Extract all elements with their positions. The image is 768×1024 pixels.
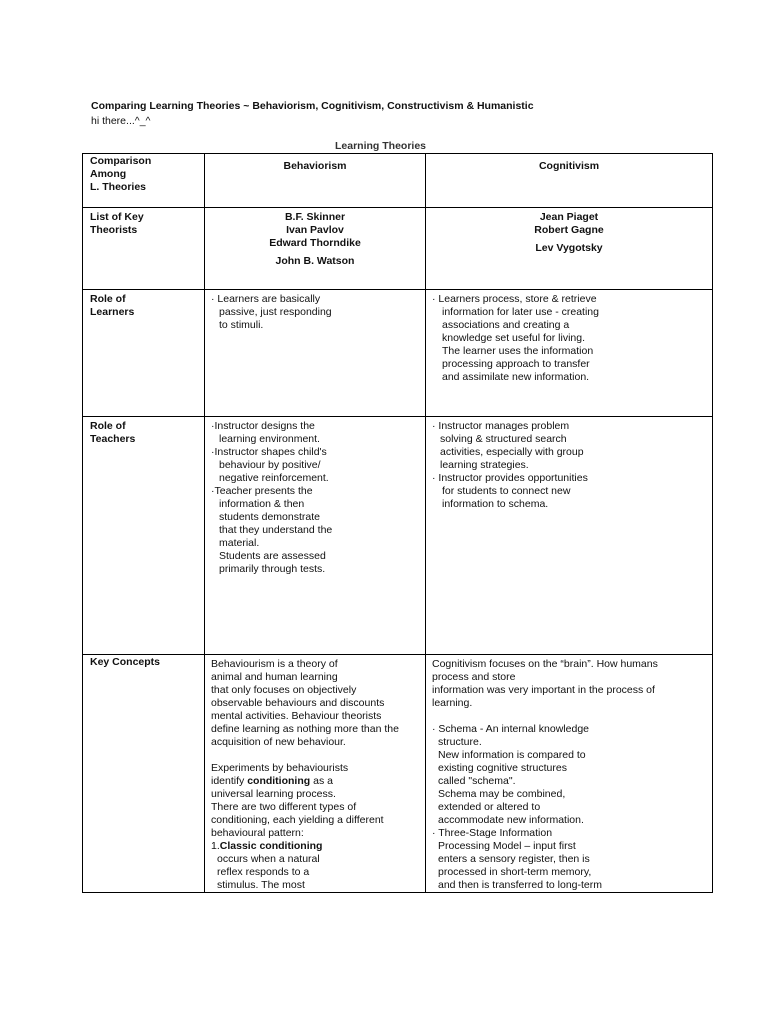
row-label-line: List of Key	[90, 211, 144, 223]
document-title: Comparing Learning Theories ~ Behaviorism, Cognitivism, Constructivism & Humanistic	[91, 100, 534, 112]
text-line: mental activities. Behaviour theorists	[211, 710, 382, 722]
text-line: reflex responds to a	[217, 866, 310, 878]
behaviorism-theorists-cell	[205, 208, 426, 290]
behaviorism-teachers-cell	[205, 417, 426, 655]
bold-term: Classic conditioning	[219, 840, 323, 852]
text-line: negative reinforcement.	[219, 472, 329, 484]
cognitivism-header: Cognitivism	[538, 160, 600, 172]
cognitivism-header-cell	[426, 154, 713, 208]
learners-label-cell	[83, 290, 205, 417]
text-line: observable behaviours and discounts	[211, 697, 385, 709]
behaviorism-header-cell	[205, 154, 426, 208]
key-concepts-label-cell	[83, 655, 205, 893]
text-line: · Learners are basically	[211, 293, 321, 305]
document-subtitle: hi there...^_^	[91, 115, 151, 127]
text-line: New information is compared to	[438, 749, 586, 761]
text-line: students demonstrate	[219, 511, 320, 523]
text-line: conditioning, each yielding a different	[211, 814, 384, 826]
row-label-line: Learners	[90, 306, 135, 318]
theorists-label-cell	[83, 208, 205, 290]
text-line: · Instructor provides opportunities	[432, 472, 588, 484]
table-row-teachers	[83, 417, 713, 655]
text-line: Experiments by behaviourists	[211, 762, 349, 774]
table-caption: Learning Theories	[335, 140, 427, 152]
text-line: material.	[219, 537, 260, 549]
comparison-header-cell	[83, 154, 205, 208]
theorist-name: Jean Piaget	[539, 211, 599, 223]
text-line: processed in short-term memory,	[438, 866, 592, 878]
text-line: to stimuli.	[219, 319, 264, 331]
text-line: learning environment.	[219, 433, 320, 445]
text-line: Behaviourism is a theory of	[211, 658, 338, 670]
table-row-learners	[83, 290, 713, 417]
text-line: structure.	[438, 736, 482, 748]
behaviorism-concepts-cell	[205, 655, 426, 893]
text-line: There are two different types of	[211, 801, 357, 813]
text-line: existing cognitive structures	[438, 762, 567, 774]
behaviorism-learners-cell	[205, 290, 426, 417]
text-line: acquisition of new behaviour.	[211, 736, 346, 748]
cognitivism-theorists-cell	[426, 208, 713, 290]
text-line: universal learning process.	[211, 788, 336, 800]
text-line: that they understand the	[219, 524, 333, 536]
row-label-line: Key Concepts	[90, 656, 161, 668]
text-line: and then is transferred to long-term	[438, 879, 603, 891]
bold-term: conditioning	[247, 775, 311, 787]
text-line: information & then	[219, 498, 305, 510]
theorist-name: Lev Vygotsky	[535, 242, 603, 254]
text-line: information was very important in the process of	[432, 684, 655, 696]
table-header-row	[83, 154, 713, 208]
text-line: · Three-Stage Information	[432, 827, 553, 839]
text-run: identify	[211, 775, 248, 787]
text-line: Schema may be combined,	[438, 788, 566, 800]
text-line	[211, 840, 421, 853]
comparison-header-line: Among	[90, 168, 127, 180]
theorist-name: B.F. Skinner	[284, 211, 346, 223]
text-line: process and store	[432, 671, 516, 683]
row-label-line: Role of	[90, 420, 126, 432]
text-line: passive, just responding	[219, 306, 332, 318]
text-line: · Instructor manages problem	[432, 420, 570, 432]
text-run: as a	[310, 775, 333, 787]
text-line: activities, especially with group	[440, 446, 584, 458]
text-run: 1.	[211, 840, 220, 852]
text-line: associations and creating a	[442, 319, 570, 331]
cognitivism-concepts-cell	[426, 655, 713, 893]
text-line: stimulus. The most	[217, 879, 305, 891]
text-line: ·Teacher presents the	[211, 485, 313, 497]
cognitivism-teachers-cell	[426, 417, 713, 655]
text-line: information to schema.	[442, 498, 549, 510]
text-line: Cognitivism focuses on the “brain”. How humans	[432, 658, 658, 670]
text-line: primarily through tests.	[219, 563, 326, 575]
text-line: accommodate new information.	[438, 814, 584, 826]
cognitivism-learners-cell	[426, 290, 713, 417]
teachers-label-cell	[83, 417, 205, 655]
text-line	[211, 775, 421, 788]
text-line: Students are assessed	[219, 550, 326, 562]
text-line: for students to connect new	[442, 485, 571, 497]
row-label-line: Teachers	[90, 433, 136, 445]
theorist-name: John B. Watson	[275, 255, 355, 267]
table-row-key-concepts	[83, 655, 713, 893]
text-line: enters a sensory register, then is	[438, 853, 590, 865]
paragraph-gap	[432, 710, 708, 723]
text-line: ·Instructor designs the	[211, 420, 315, 432]
text-line: extended or altered to	[438, 801, 541, 813]
text-line: animal and human learning	[211, 671, 338, 683]
comparison-header-line: L. Theories	[90, 181, 147, 193]
text-line: that only focuses on objectively	[211, 684, 357, 696]
table-row-theorists	[83, 208, 713, 290]
theorist-name: Robert Gagne	[534, 224, 604, 236]
text-line: knowledge set useful for living.	[442, 332, 585, 344]
row-label-line: Theorists	[90, 224, 138, 236]
text-line: learning strategies.	[440, 459, 529, 471]
text-line: · Schema - An internal knowledge	[432, 723, 590, 735]
theorist-name: Edward Thorndike	[269, 237, 361, 249]
text-line: learning.	[432, 697, 473, 709]
text-line: occurs when a natural	[217, 853, 320, 865]
text-line: Processing Model – input first	[438, 840, 576, 852]
text-line: define learning as nothing more than the	[211, 723, 399, 735]
comparison-header-line: Comparison	[90, 155, 152, 167]
text-line: behavioural pattern:	[211, 827, 304, 839]
theorist-name: Ivan Pavlov	[286, 224, 344, 236]
paragraph-gap	[211, 749, 421, 762]
learning-theories-table	[82, 153, 713, 893]
text-line: solving & structured search	[440, 433, 567, 445]
text-line: behaviour by positive/	[219, 459, 321, 471]
text-line: information for later use - creating	[442, 306, 599, 318]
row-label-line: Role of	[90, 293, 126, 305]
text-line: ·Instructor shapes child's	[211, 446, 327, 458]
text-line: called "schema".	[438, 775, 516, 787]
text-line: · Learners process, store & retrieve	[432, 293, 597, 305]
text-line: processing approach to transfer	[442, 358, 590, 370]
behaviorism-header: Behaviorism	[283, 160, 347, 172]
text-line: The learner uses the information	[442, 345, 594, 357]
text-line: and assimilate new information.	[442, 371, 590, 383]
